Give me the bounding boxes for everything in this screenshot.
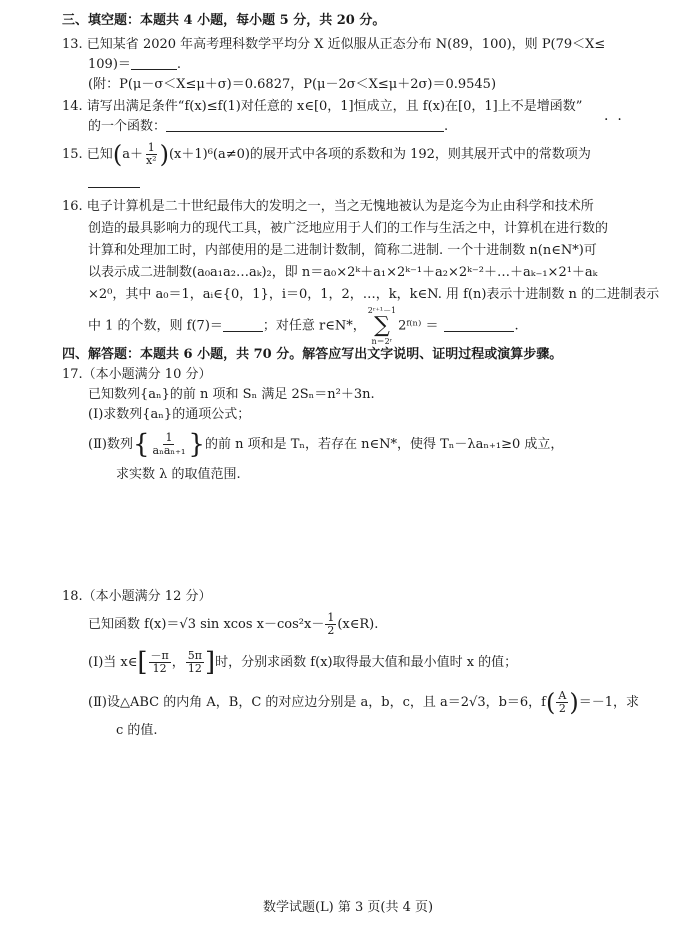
- summation-symbol: [368, 306, 396, 346]
- q17-left-brace: {: [132, 429, 150, 460]
- q15-right-paren: ): [159, 140, 169, 169]
- q18-head: 18.（本小题满分 12 分）: [62, 589, 212, 604]
- q18-part2-suffix: ＝－1，求: [578, 695, 639, 710]
- sum-upper-limit: 2ʳ⁺¹－1: [367, 306, 397, 315]
- sigma-glyph: ∑: [374, 313, 390, 338]
- q18-left-bracket: [: [137, 647, 148, 678]
- q18-part2-line2: c 的值.: [116, 723, 158, 738]
- page-footer: 数学试题(L) 第 3 页(共 4 页): [262, 900, 434, 915]
- q15-line2: [88, 174, 140, 192]
- q15-frac-num: 1: [147, 141, 155, 154]
- q18-part1: (Ⅰ)当 x∈[ $\frac{-\pi}{12}$ ， $\frac{5\pi}{12}$ ]时，分别求函数 f(x)取得最大值和最小值时 x 的值；: [88, 647, 518, 678]
- q13-answer-blank[interactable]: [131, 56, 177, 70]
- q14-answer-blank[interactable]: [166, 118, 444, 132]
- q16-line5: ×2⁰，其中 a₀＝1，aᵢ∈{0，1}，i＝0，1，2，…，k，k∈N. 用 f(n)表示十进制数 n 的二进制表示: [88, 287, 660, 302]
- emphasis-dots: · ·: [604, 112, 622, 128]
- q15-prefix: 15. 已知: [62, 147, 113, 162]
- q15-answer-blank[interactable]: [88, 174, 140, 188]
- q17-part2-prefix: (Ⅱ)数列: [88, 437, 133, 452]
- q18-given: [88, 610, 378, 640]
- q18-given-den: 2: [327, 624, 335, 637]
- q14-line2: [88, 118, 448, 136]
- q15-left-paren: (: [112, 140, 123, 169]
- q17-given: 已知数列{aₙ}的前 n 项和 Sₙ 满足 2Sₙ＝n²＋3n.: [88, 387, 375, 402]
- q13-line1: 13. 已知某省 2020 年高考理科数学平均分 X 近似服从正态分布 N(89，100)，则 P(79＜X≤: [62, 37, 606, 52]
- q18-b-num: 5π: [187, 649, 203, 662]
- q17-part2-line2: 求实数 λ 的取值范围.: [116, 467, 241, 482]
- q16-line6-prefix: 中 1 的个数，则 f(7)＝: [88, 318, 223, 334]
- q16-answer-blank-2[interactable]: [444, 318, 514, 332]
- q16-line3: 计算和处理加工时，内部使用的是二进制计数制，简称二进制. 一个十进制数 n(n∈N*)可: [88, 243, 597, 258]
- q15-fraction: [144, 142, 159, 167]
- q13-line2: [88, 56, 181, 74]
- q18-given-prefix: 已知函数 f(x)＝√3 sin xcos x－cos²x－: [88, 617, 325, 632]
- q13-line2-prefix: 109)＝: [88, 57, 131, 72]
- q18-given-suffix: (x∈R).: [337, 617, 379, 632]
- q16-line6-end: .: [514, 318, 519, 334]
- q18-b-den: 12: [187, 662, 202, 675]
- q15-a-plus: a＋: [122, 147, 143, 162]
- q18-part2: [88, 686, 639, 720]
- sum-lower-limit: n＝2ʳ: [371, 337, 393, 346]
- q17-frac-den: aₙaₙ₊₁: [152, 444, 186, 457]
- q18-right-paren: ): [569, 688, 579, 717]
- q16-line4: 以表示成二进制数(a₀a₁a₂…aₖ)₂，即 n＝a₀×2ᵏ＋a₁×2ᵏ⁻¹＋a₂×2ᵏ⁻²＋…＋aₖ₋₁×2¹＋aₖ: [88, 265, 598, 280]
- q17-part1: (Ⅰ)求数列{aₙ}的通项公式；: [88, 407, 251, 422]
- q17-frac-num: 1: [165, 431, 173, 444]
- q14-line2-suffix: .: [444, 119, 449, 134]
- q13-note: (附：P(μ－σ＜X≤μ＋σ)＝0.6827，P(μ－2σ＜X≤μ＋2σ)＝0.9545): [88, 77, 497, 92]
- q18-given-fraction: [325, 612, 336, 637]
- q17-right-brace: }: [188, 429, 205, 460]
- q16-line6-mid: ；对任意 r∈N*，: [262, 318, 366, 334]
- q18-part2-prefix: (Ⅱ)设△ABC 的内角 A，B，C 的对应边分别是 a，b，c，且 a＝2√3，b＝6，f: [88, 695, 546, 710]
- q18-p2-den: 2: [558, 702, 566, 715]
- q18-given-num: 1: [327, 611, 335, 624]
- q15-frac-den: x²: [145, 154, 157, 167]
- q18-part1-suffix: 时，分别求函数 f(x)取得最大值和最小值时 x 的值；: [215, 655, 518, 670]
- q16-term: 2ᶠ⁽ⁿ⁾ ＝: [398, 318, 439, 334]
- q18-a-den: 12: [152, 662, 167, 675]
- section-4-title: 四、解答题：本题共 6 小题，共 70 分。解答应写出文字说明、证明过程或演算步骤。: [62, 347, 563, 362]
- q18-left-paren: (: [546, 688, 556, 717]
- q15-suffix: (x＋1)⁶(a≠0)的展开式中各项的系数和为 192，则其展开式中的常数项为: [168, 147, 591, 162]
- q13-line2-suffix: .: [176, 57, 182, 72]
- q17-part2-suffix: 的前 n 项和是 Tₙ，若存在 n∈N*，使得 Tₙ－λaₙ₊₁≥0 成立，: [204, 437, 564, 452]
- q18-interval-b: [186, 650, 204, 675]
- q17-fraction: [151, 432, 188, 457]
- q14-line1: 14. 请写出满足条件“f(x)≤f(1)对任意的 x∈[0，1]恒成立，且 f(x)在[0，1]上不是增函数”: [62, 99, 583, 114]
- q16-line2: 创造的最具影响力的现代工具，被广泛地应用于人们的工作与生活之中，计算机在进行数的: [88, 221, 609, 236]
- q16-answer-blank-1[interactable]: [223, 318, 263, 332]
- q18-part2-fraction: [556, 690, 568, 715]
- q18-a-num: －π: [150, 649, 169, 662]
- section-3-title: 三、填空题：本题共 4 小题，每小题 5 分，共 20 分。: [62, 13, 386, 28]
- q16-line6: [88, 306, 519, 346]
- q18-interval-a: [149, 650, 171, 675]
- q18-p2-num: A: [558, 689, 567, 702]
- q14-line2-prefix: 的一个函数：: [88, 119, 167, 134]
- q16-line1: 16. 电子计算机是二十世纪最伟大的发明之一，当之无愧地被认为是迄今为止由科学和技术所: [62, 199, 594, 214]
- q17-head: 17.（本小题满分 10 分）: [62, 367, 212, 382]
- q15-line1: [62, 140, 591, 170]
- q18-part1-prefix: (Ⅰ)当 x∈: [88, 655, 138, 670]
- q17-part2: [88, 428, 563, 462]
- q18-right-bracket: ]: [205, 647, 216, 678]
